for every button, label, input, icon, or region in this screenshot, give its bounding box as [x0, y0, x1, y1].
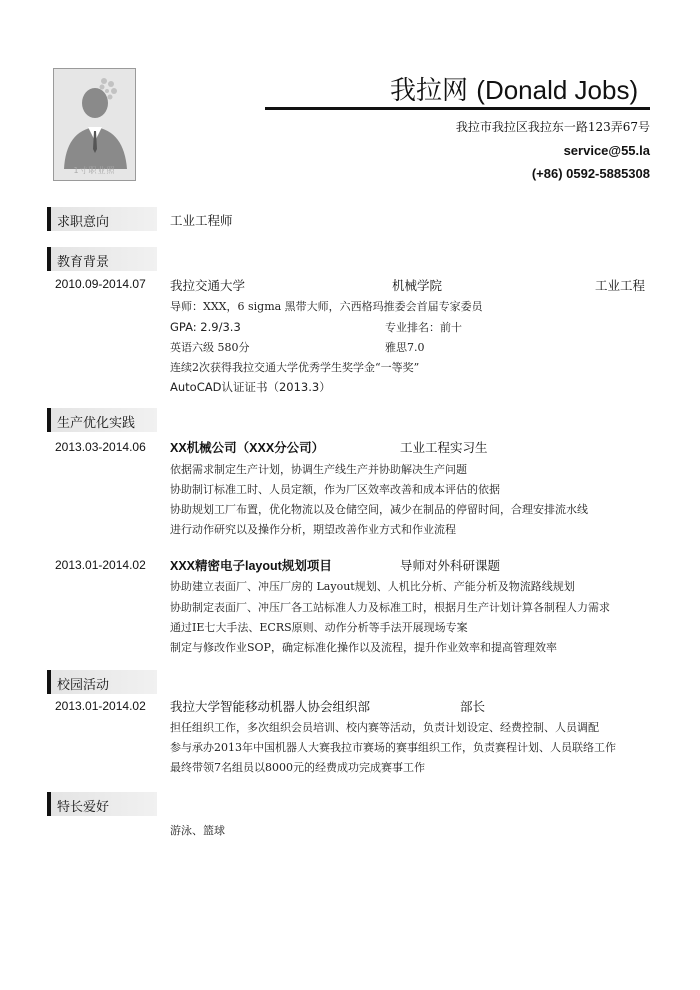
- section-title: 特长爱好: [57, 800, 110, 815]
- practice-role: 工业工程实习生: [400, 440, 488, 455]
- education-school: 我拉交通大学: [170, 278, 246, 293]
- practice-line: 协助建立表面厂、冲压厂房的 Layout规划、人机比分析、产能分析及物流路线规划: [170, 580, 575, 593]
- section-title: 校园活动: [57, 678, 110, 693]
- education-cert: AutoCAD认证证书（2013.3）: [170, 380, 331, 394]
- practice-line: 协助规划工厂布置，优化物流以及仓储空间，减少在制品的停留时间，合理安排流水线: [170, 503, 588, 516]
- section-objective: [47, 207, 157, 231]
- education-cet: 英语六级 580分: [170, 341, 250, 354]
- section-campus: [47, 670, 157, 694]
- practice-line: 制定与修改作业SOP，确定标准化操作以及流程，提升作业效率和提高管理效率: [170, 641, 557, 654]
- phone: (+86) 0592-5885308: [531, 166, 650, 181]
- practice-date: 2013.01-2014.02: [55, 558, 146, 572]
- objective-value: 工业工程师: [170, 213, 233, 228]
- education-date: 2010.09-2014.07: [55, 277, 146, 291]
- section-hobbies: [47, 792, 157, 816]
- education-gpa: GPA: 2.9/3.3: [170, 320, 241, 334]
- section-practice: [47, 408, 157, 432]
- practice-company: XXX精密电子layout规划项目: [170, 559, 332, 573]
- campus-line: 参与承办2013年中国机器人大赛我拉市赛场的赛事组织工作，负责赛程计划、人员联络工作: [170, 741, 616, 754]
- education-ielts: 雅思7.0: [385, 341, 425, 354]
- email: service@55.la: [563, 143, 650, 158]
- name-cn: 我拉网: [390, 76, 469, 106]
- practice-date: 2013.03-2014.06: [55, 440, 146, 454]
- campus-org: 我拉大学智能移动机器人协会组织部: [170, 699, 371, 714]
- practice-line: 协助制订标准工时、人员定额，作为厂区效率改善和成本评估的依据: [170, 483, 500, 496]
- education-mentor: 导师：XXX，6 sigma 黑带大师，六西格玛推委会首届专家委员: [170, 300, 483, 313]
- address: 我拉市我拉区我拉东一路123弄67号: [455, 120, 650, 134]
- photo-caption: 1寸职业照: [73, 166, 116, 175]
- education-award: 连续2次获得我拉交通大学优秀学生奖学金“一等奖”: [170, 361, 420, 374]
- profile-photo: [53, 68, 136, 181]
- candidate-name: [390, 70, 638, 107]
- campus-line: 担任组织工作，多次组织会员培训、校内赛等活动，负责计划设定、经费控制、人员调配: [170, 721, 599, 734]
- education-college: 机械学院: [392, 278, 443, 293]
- practice-line: 协助制定表面厂、冲压厂各工站标准人力及标准工时，根据月生产计划计算各制程人力需求: [170, 601, 610, 614]
- practice-line: 进行动作研究以及操作分析，期望改善作业方式和作业流程: [170, 523, 456, 536]
- name-divider: [265, 107, 650, 110]
- practice-line: 依据需求制定生产计划，协调生产线生产并协助解决生产问题: [170, 463, 467, 476]
- education-rank: 专业排名：前十: [385, 321, 462, 334]
- campus-date: 2013.01-2014.02: [55, 699, 146, 713]
- practice-company: XX机械公司（XXX分公司）: [170, 441, 325, 455]
- section-title: 教育背景: [57, 255, 110, 270]
- practice-line: 通过IE七大手法、ECRS原则、动作分析等手法开展现场专案: [170, 621, 468, 634]
- campus-line: 最终带领7名组员以8000元的经费成功完成赛事工作: [170, 761, 425, 774]
- name-en: (Donald Jobs): [476, 75, 639, 105]
- education-major: 工业工程: [595, 278, 646, 293]
- practice-role: 导师对外科研课题: [400, 558, 501, 573]
- hobbies-value: 游泳、篮球: [170, 824, 225, 837]
- campus-role: 部长: [460, 699, 486, 714]
- section-title: 生产优化实践: [57, 416, 136, 431]
- section-title: 求职意向: [57, 215, 110, 230]
- section-education: [47, 247, 157, 271]
